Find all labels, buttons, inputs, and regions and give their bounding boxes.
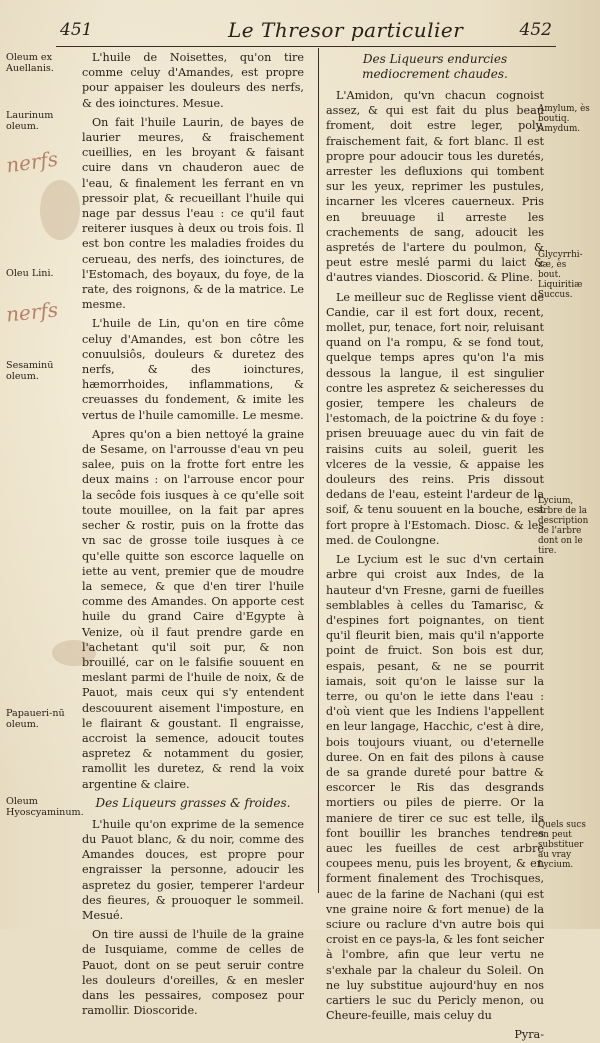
handwritten-note: nerfs	[4, 146, 60, 178]
paragraph: Apres qu'on a bien nettoyé la graine de Sesame, on l'arrousse d'eau vn peu salee, puis on la frotte fort entre les deux mains : on l'arrouse encor pour la secôde fois iusques à ce qu'elle soit toute mouillee, on la fait par apres secher & rostir, puis on la frotte das vn sac de grosse toile iusques à ce qu'elle quitte son escorce laquelle on iette au vent, premier que de moudre la semece, & que d'en tirer l'huile comme des Amandes. On apporte cest huile du grand Caire d'Egypte à Venize, où il faut prendre garde en l'achetant qu'il soit pur, & non brouillé, car on le falsifie souuent en meslant parmi de l'huile de noix, & de Pauot, mais ceux qui s'y entendent descouurent aisement l'imposture, en le flairant & goustant. Il engraisse, accroist la semence, adoucit toutes aspretez & notamment du gosier, ramollit les duretez, & rend la voix argentine & claire.	[82, 427, 304, 791]
paragraph: On fait l'huile Laurin, de bayes de laurier meures, & fraischement cueillies, en les broyant & faisant cuire dans vn chauderon auec de l'eau, & finalement les ferrant en vn pressoir plat, & recueillant l'huile qui nage par dessus l'eau : ce qu'il faut reiterer iusques à deux ou trois fois. Il est bon contre les maladies froides du cerueau, des nerfs, des ioinctures, de l'Estomach, des boyaux, du foye, de la rate, des roignons, & de la matrice. Le mesme.	[82, 115, 304, 312]
section-heading: Des Liqueurs endurcies mediocrement chaudes.	[362, 52, 508, 81]
paragraph: Le Lycium est le suc d'vn certain arbre qui croist aux Indes, de la hauteur d'vn Fresne, garni de fueilles semblables à celles du Tamarisc, & d'espines fort poignantes, on tient qu'il fleurit bien, mais qu'il n'apporte point de fruict. Son bois est dur, espais, pesant, & ne se pourrit iamais, soit qu'on le laisse sur la terre, ou qu'on le iette dans l'eau : d'où vient que les Indiens l'appellent en leur langage, Hacchic, c'est à dire, bois toujours viuant, ou d'eternelle duree. On en fait des pilons à cause de sa grande dureté pour battre & escorcer le Ris das desgrands mortiers ou piles de pierre. Or la maniere de tirer ce suc est telle, ils font bouillir les branches tendres auec les fueilles de cest arbre coupees menu, puis les broyent, & en forment finalement des Trochisques, auec de la farine de Nachani (qui est vne graine noire & fort menue) de la sciure ou raclure d'vn autre bois qui croist en ce pays-la, & les font seicher à l'ombre, afin que leur vertu ne s'exhale par la chaleur du Soleil. On ne luy substitue aujourd'huy en nos cartiers le suc du Pericly menon, ou Cheure-feuille, mais celuy du	[326, 553, 544, 1023]
ink-stain	[40, 180, 80, 240]
running-title: Le Thresor particulier	[228, 18, 464, 42]
margin-note: Lycium, arbre de la description de l'arbre dont on le tire.	[538, 496, 589, 556]
margin-note: Papaueri-nū oleum.	[6, 708, 65, 730]
section-heading: Des Liqueurs grasses & froides.	[95, 795, 291, 810]
column-divider	[318, 48, 319, 893]
paragraph: L'huile de Noisettes, qu'on tire comme celuy d'Amandes, est propre pour appaiser les douleurs des nerfs, & des ioinctures. Mesue.	[82, 51, 304, 110]
margin-note: Oleum Hyoscyaminum.	[6, 796, 84, 818]
margin-note: Laurinum oleum.	[6, 110, 54, 132]
paragraph: L'huile de Lin, qu'on en tire côme celuy d'Amandes, est bon côtre les conuulsiôs, douleurs & duretez des nerfs, & des ioinctures, hæmorrhoides, inflammations, & creuasses du fondement, & imite les vertus de l'huile camomille. Le mesme.	[82, 317, 304, 422]
margin-note: Oleu Lini.	[6, 268, 54, 279]
left-column	[82, 50, 304, 1022]
paragraph: L'huile qu'on exprime de la semence du Pauot blanc, & du noir, comme des Amandes douces, est propre pour engraisser la personne, adoucir les aspretez du gosier, temperer l'ardeur des fieures, & prouoquer le sommeil. Mesué.	[82, 817, 304, 922]
margin-note: Amylum, ès boutiq. Amydum.	[538, 104, 590, 134]
page-number-left: 451	[60, 20, 93, 40]
page-number-right: 452	[519, 20, 552, 40]
margin-note: Quels sucs on peut substituer au vray Lycium.	[538, 820, 586, 870]
paragraph: L'Amidon, qu'vn chacun cognoist assez, & qui est fait du plus beau froment, doit estre leger, poly, fraischement fait, & fort blanc. Il est propre pour adoucir tous les duretés, arrester les defluxions qui tombent sur les yeux, reprimer les pustules, incarner les vlceres cauerneux. Pris en breuuage il arreste les crachements de sang, adoucit les aspretés de l'artere du poulmon, & peut estre meslé parmi du laict & d'autres viandes. Dioscorid. & Pline.	[326, 89, 544, 285]
catchword: Pyra-	[514, 1028, 544, 1042]
header-rule	[56, 46, 556, 47]
paragraph: On tire aussi de l'huile de la graine de Iusquiame, comme de celles de Pauot, dont on se peut seruir contre les douleurs d'oreilles, & en mesler dans les pessaires, composez pour ramollir. Dioscoride.	[82, 928, 304, 1018]
right-column	[326, 50, 544, 1043]
margin-note: Glycyrrhi-zæ, ès bout. Liquiritiæ Succus.	[538, 250, 583, 300]
margin-note: Oleum ex Auellanis.	[6, 52, 54, 74]
margin-note: Sesaminū oleum.	[6, 360, 54, 382]
paragraph: Le meilleur suc de Reglisse vient de Candie, car il est fort doux, recent, mollet, pur, tenace, fort noir, reluisant quand on l'a rompu, & se fond tout, quelque temps apres qu'on l'a mis dessous la langue, il est singulier contre les aspretez & seicheresses du gosier, tempere les chaleurs de l'estomach, de la poictrine & du foye : prisen breuuage auec du vin fait de raisins cuits au soleil, guerit les vlceres de la vessie, & appaise les douleurs des reins. Pris dissout dedans de l'eau, esteint l'ardeur de la soif, & tenu souuent en la bouche, est fort propre à l'Estomach. Diosc. & les med. de Coulongne.	[326, 290, 544, 547]
handwritten-note: nerfs	[4, 297, 60, 327]
